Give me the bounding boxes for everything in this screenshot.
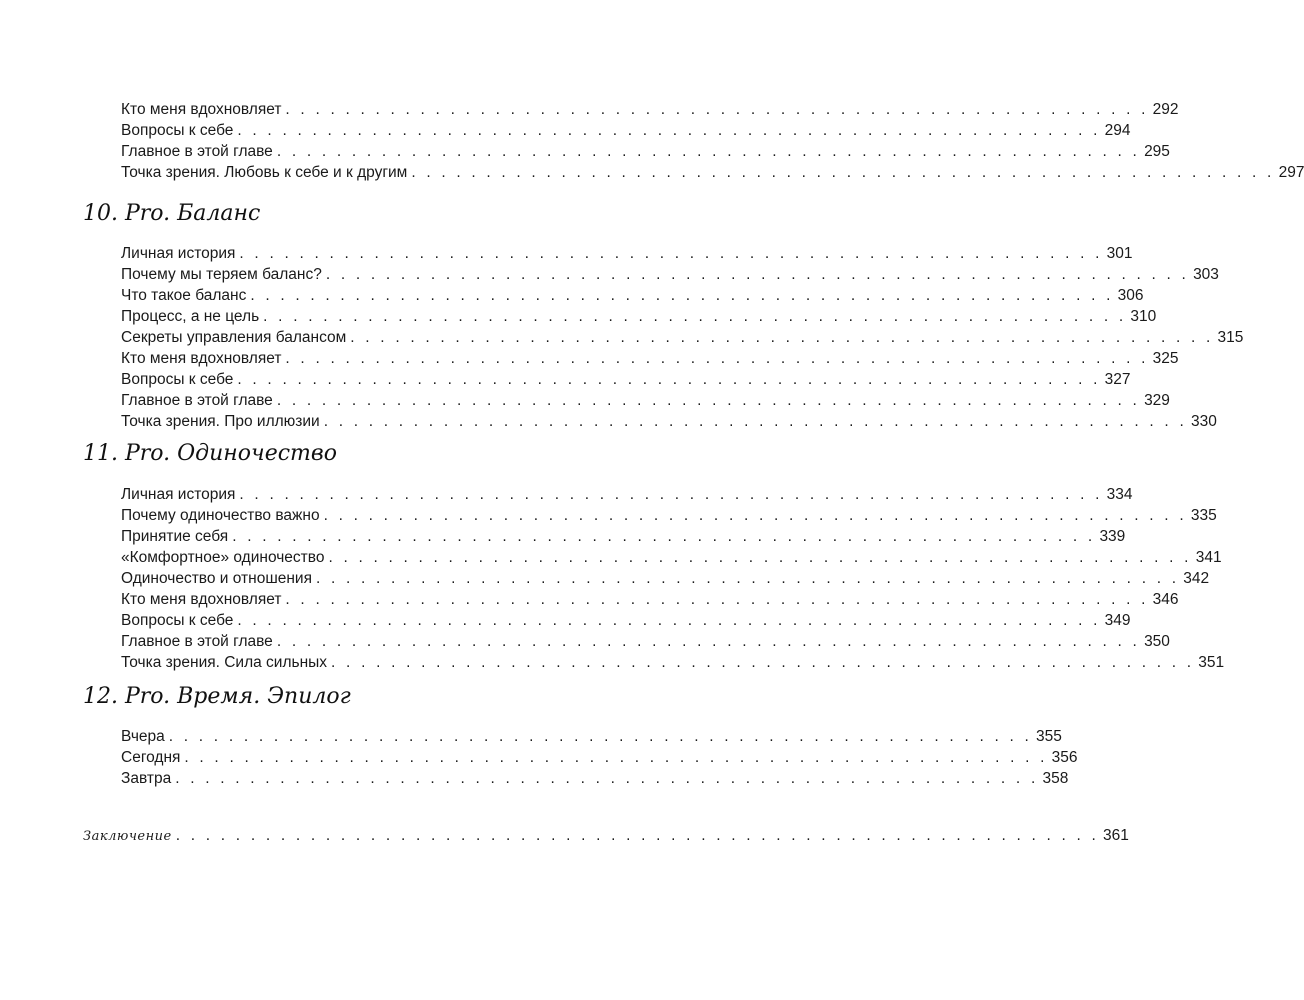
toc-entry-title: Личная история: [121, 486, 236, 503]
toc-entry-title: Кто меня вдохновляет: [121, 350, 282, 367]
toc-entry-page: 330: [1190, 413, 1217, 430]
toc-entry-title: Главное в этой главе: [121, 392, 273, 409]
toc-entry-title: «Комфортное» одиночество: [121, 549, 325, 566]
dot-leader: . . . . . . . . . . . . . . . . . . . . . . . . . . . . . . . . . . . . . . . . . . . . . . . . . . . . . . . . . .: [323, 507, 1187, 524]
dot-leader: . . . . . . . . . . . . . . . . . . . . . . . . . . . . . . . . . . . . . . . . . . . . . . . . . . . . . . . . . . . . . .: [175, 827, 1100, 844]
toc-entry: [121, 611, 1131, 631]
toc-entry: [121, 307, 1157, 327]
toc-entry-page: 295: [1144, 143, 1170, 160]
toc-entry-page: 350: [1144, 633, 1170, 650]
toc-entry: [121, 485, 1133, 505]
toc-entry-page: 346: [1152, 591, 1179, 608]
dot-leader: . . . . . . . . . . . . . . . . . . . . . . . . . . . . . . . . . . . . . . . . . . . . . . . . . . . . . . . . . .: [237, 371, 1101, 388]
toc-entry: [121, 265, 1219, 285]
toc-entry-title: Что такое баланс: [121, 287, 247, 304]
toc-entry-title: Точка зрения. Сила сильных: [121, 654, 328, 671]
toc-entry-page: 361: [1103, 827, 1129, 844]
toc-entry: [121, 163, 1304, 183]
toc-entry-page: 306: [1117, 287, 1144, 304]
toc-entry: [121, 391, 1170, 411]
toc-entry-title: Почему мы теряем баланс?: [121, 266, 322, 283]
dot-leader: . . . . . . . . . . . . . . . . . . . . . . . . . . . . . . . . . . . . . . . . . . . . . . . . . . . . . . . . . .: [168, 728, 1033, 745]
toc-entry-title: Вопросы к себе: [121, 371, 234, 388]
toc-entry-conclusion: [83, 826, 1129, 847]
toc-entry-title: Вопросы к себе: [121, 612, 234, 629]
toc-entry-page: 335: [1190, 507, 1217, 524]
toc-entry-title: Точка зрения. Любовь к себе и к другим: [121, 164, 408, 181]
toc-entry-title: Точка зрения. Про иллюзии: [121, 413, 320, 430]
toc-entry: [121, 370, 1131, 390]
toc-entry-page: 329: [1144, 392, 1170, 409]
toc-entry-page: 355: [1036, 728, 1062, 745]
toc-entry-page: 297: [1278, 164, 1304, 181]
toc-entry-page: 358: [1042, 770, 1069, 787]
toc-entry-page: 303: [1193, 266, 1219, 283]
dot-leader: . . . . . . . . . . . . . . . . . . . . . . . . . . . . . . . . . . . . . . . . . . . . . . . . . . . . . . . . . .: [175, 770, 1039, 787]
dot-leader: . . . . . . . . . . . . . . . . . . . . . . . . . . . . . . . . . . . . . . . . . . . . . . . . . . . . . . . . . .: [276, 143, 1141, 160]
toc-entry: [121, 244, 1133, 264]
toc-entry-page: 349: [1104, 612, 1131, 629]
dot-leader: . . . . . . . . . . . . . . . . . . . . . . . . . . . . . . . . . . . . . . . . . . . . . . . . . . . . . . . . . .: [250, 287, 1114, 304]
dot-leader: . . . . . . . . . . . . . . . . . . . . . . . . . . . . . . . . . . . . . . . . . . . . . . . . . . . . . . . . . .: [237, 612, 1101, 629]
dot-leader: . . . . . . . . . . . . . . . . . . . . . . . . . . . . . . . . . . . . . . . . . . . . . . . . . . . . . . . . . .: [350, 329, 1214, 346]
toc-entry: [121, 506, 1217, 526]
dot-leader: . . . . . . . . . . . . . . . . . . . . . . . . . . . . . . . . . . . . . . . . . . . . . . . . . . . . . . . . . .: [323, 413, 1187, 430]
toc-entry-title: Завтра: [121, 770, 172, 787]
toc-entry-page: 315: [1217, 329, 1244, 346]
dot-leader: . . . . . . . . . . . . . . . . . . . . . . . . . . . . . . . . . . . . . . . . . . . . . . . . . . . . . . . . . .: [239, 245, 1103, 262]
toc-entry: [121, 727, 1062, 747]
toc-entry: [121, 100, 1179, 120]
toc-entry: [121, 548, 1222, 568]
dot-leader: . . . . . . . . . . . . . . . . . . . . . . . . . . . . . . . . . . . . . . . . . . . . . . . . . . . . . . . . . .: [328, 549, 1192, 566]
toc-entry: [121, 748, 1078, 768]
dot-leader: . . . . . . . . . . . . . . . . . . . . . . . . . . . . . . . . . . . . . . . . . . . . . . . . . . . . . . . . . .: [285, 101, 1149, 118]
toc-entry-title: Заключение: [83, 829, 172, 844]
toc-entry: [121, 527, 1126, 547]
toc-entry-page: 351: [1198, 654, 1225, 671]
toc-entry: [121, 412, 1217, 432]
toc-entry-title: Вчера: [121, 728, 165, 745]
chapter-heading: 10. Pro. Баланс: [83, 201, 261, 226]
toc-entry-page: 292: [1152, 101, 1179, 118]
toc-entry-page: 310: [1130, 308, 1157, 325]
dot-leader: . . . . . . . . . . . . . . . . . . . . . . . . . . . . . . . . . . . . . . . . . . . . . . . . . . . . . . . . . .: [315, 570, 1180, 587]
toc-entry: [121, 769, 1069, 789]
dot-leader: . . . . . . . . . . . . . . . . . . . . . . . . . . . . . . . . . . . . . . . . . . . . . . . . . . . . . . . . . .: [237, 122, 1101, 139]
toc-entry-page: 294: [1104, 122, 1131, 139]
toc-entry-title: Главное в этой главе: [121, 143, 273, 160]
dot-leader: . . . . . . . . . . . . . . . . . . . . . . . . . . . . . . . . . . . . . . . . . . . . . . . . . . . . . . . . . .: [239, 486, 1103, 503]
toc-entry: [121, 121, 1131, 141]
toc-entry: [121, 328, 1244, 348]
toc-entry-page: 339: [1099, 528, 1126, 545]
toc-entry-title: Кто меня вдохновляет: [121, 591, 282, 608]
toc-entry: [121, 590, 1179, 610]
dot-leader: . . . . . . . . . . . . . . . . . . . . . . . . . . . . . . . . . . . . . . . . . . . . . . . . . . . . . . . . . .: [411, 164, 1275, 181]
dot-leader: . . . . . . . . . . . . . . . . . . . . . . . . . . . . . . . . . . . . . . . . . . . . . . . . . . . . . . . . . .: [184, 749, 1048, 766]
toc-entry-page: 334: [1106, 486, 1133, 503]
dot-leader: . . . . . . . . . . . . . . . . . . . . . . . . . . . . . . . . . . . . . . . . . . . . . . . . . . . . . . . . . .: [331, 654, 1195, 671]
toc-entry-title: Личная история: [121, 245, 236, 262]
dot-leader: . . . . . . . . . . . . . . . . . . . . . . . . . . . . . . . . . . . . . . . . . . . . . . . . . . . . . . . . . .: [325, 266, 1190, 283]
toc-entry-title: Процесс, а не цель: [121, 308, 260, 325]
dot-leader: . . . . . . . . . . . . . . . . . . . . . . . . . . . . . . . . . . . . . . . . . . . . . . . . . . . . . . . . . .: [276, 633, 1141, 650]
toc-entry-page: 356: [1051, 749, 1078, 766]
toc-entry-title: Секреты управления балансом: [121, 329, 347, 346]
toc-entry-page: 341: [1195, 549, 1222, 566]
toc-entry: [121, 142, 1170, 162]
toc-entry-title: Почему одиночество важно: [121, 507, 320, 524]
toc-entry: [121, 569, 1210, 589]
toc-entry: [121, 349, 1179, 369]
toc-entry: [121, 653, 1225, 673]
dot-leader: . . . . . . . . . . . . . . . . . . . . . . . . . . . . . . . . . . . . . . . . . . . . . . . . . . . . . . . . . .: [276, 392, 1141, 409]
toc-entry-page: 325: [1152, 350, 1179, 367]
dot-leader: . . . . . . . . . . . . . . . . . . . . . . . . . . . . . . . . . . . . . . . . . . . . . . . . . . . . . . . . . .: [285, 591, 1149, 608]
toc-entry-title: Вопросы к себе: [121, 122, 234, 139]
toc-entry-title: Главное в этой главе: [121, 633, 273, 650]
toc-entry-title: Сегодня: [121, 749, 181, 766]
chapter-heading: 12. Pro. Время. Эпилог: [83, 684, 351, 709]
toc-entry-title: Принятие себя: [121, 528, 229, 545]
toc-entry-title: Одиночество и отношения: [121, 570, 312, 587]
chapter-heading: 11. Pro. Одиночество: [83, 441, 337, 466]
toc-entry-page: 327: [1104, 371, 1131, 388]
dot-leader: . . . . . . . . . . . . . . . . . . . . . . . . . . . . . . . . . . . . . . . . . . . . . . . . . . . . . . . . . .: [263, 308, 1127, 325]
toc-entry-title: Кто меня вдохновляет: [121, 101, 282, 118]
toc-entry-page: 301: [1106, 245, 1133, 262]
toc-entry: [121, 286, 1144, 306]
dot-leader: . . . . . . . . . . . . . . . . . . . . . . . . . . . . . . . . . . . . . . . . . . . . . . . . . . . . . . . . . .: [232, 528, 1096, 545]
dot-leader: . . . . . . . . . . . . . . . . . . . . . . . . . . . . . . . . . . . . . . . . . . . . . . . . . . . . . . . . . .: [285, 350, 1149, 367]
toc-entry-page: 342: [1183, 570, 1210, 587]
toc-entry: [121, 632, 1170, 652]
